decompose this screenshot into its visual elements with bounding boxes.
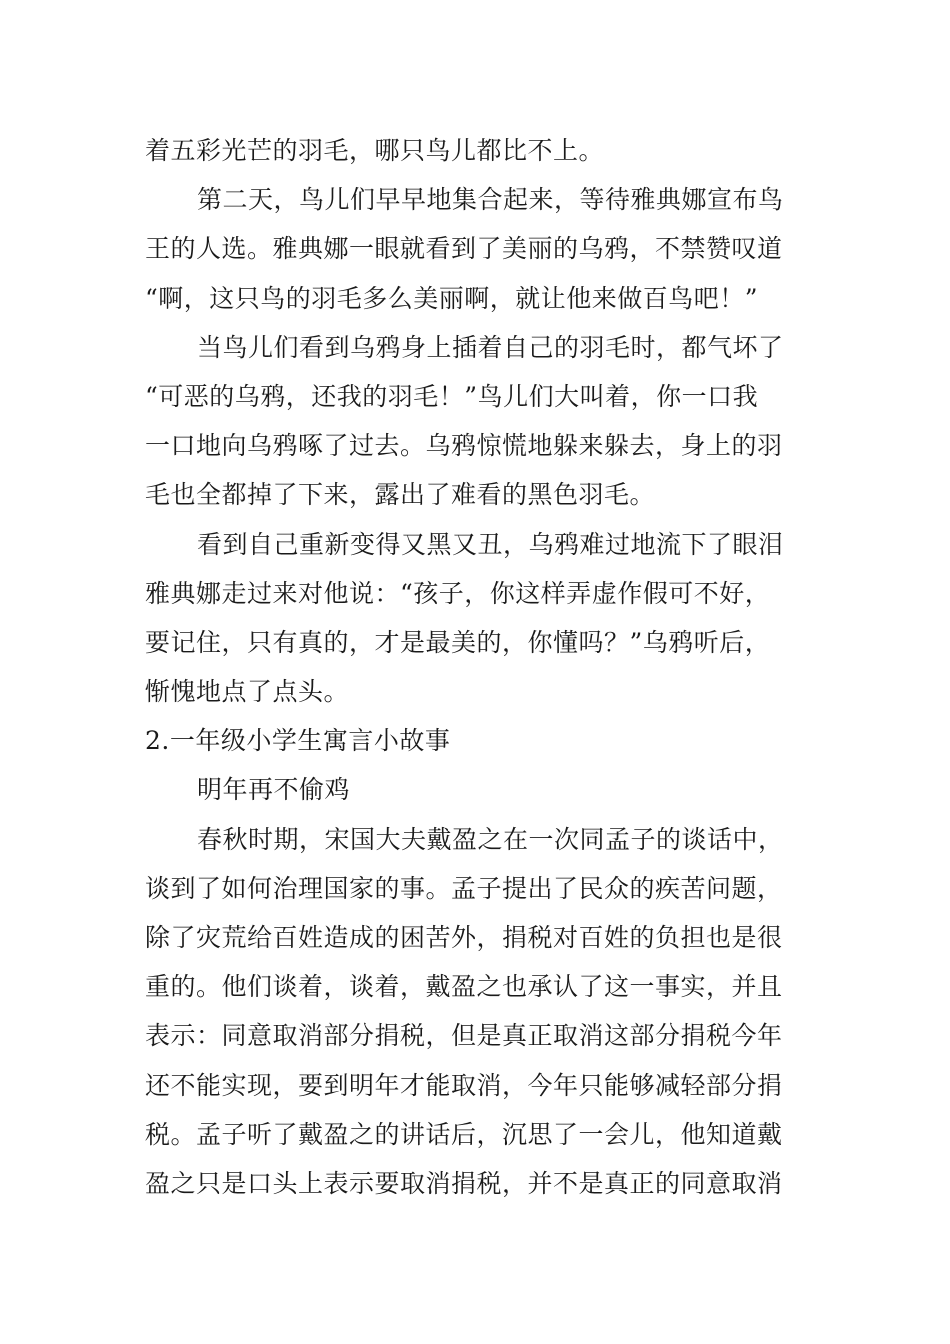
document-page xyxy=(145,126,810,1208)
text-line: “可恶的乌鸦，还我的羽毛！”鸟儿们大叫着，你一口我 xyxy=(145,381,759,411)
text-line: 一口地向乌鸦啄了过去。乌鸦惊慌地躲来躲去，身上的羽 xyxy=(145,431,783,461)
text-line: 毛也全都掉了下来，露出了难看的黑色羽毛。 xyxy=(145,480,656,510)
story-title: 明年再不偷鸡 xyxy=(197,775,351,805)
text-line: 当鸟儿们看到乌鸦身上插着自己的羽毛时，都气坏了 xyxy=(197,332,784,362)
text-line: 谈到了如何治理国家的事。孟子提出了民众的疾苦问题， xyxy=(145,873,783,903)
text-line: 盈之只是口头上表示要取消捐税，并不是真正的同意取消 xyxy=(145,1168,783,1198)
text-line: 看到自己重新变得又黑又丑，乌鸦难过地流下了眼泪 xyxy=(197,529,784,559)
text-line: 着五彩光芒的羽毛，哪只鸟儿都比不上。 xyxy=(145,136,605,165)
text-line: 表示：同意取消部分捐税，但是真正取消这部分捐税今年 xyxy=(145,1021,783,1051)
text-line: 王的人选。雅典娜一眼就看到了美丽的乌鸦，不禁赞叹道 xyxy=(145,234,783,264)
text-line: 惭愧地点了点头。 xyxy=(145,677,350,707)
text-line: 第二天，鸟儿们早早地集合起来，等待雅典娜宣布鸟 xyxy=(197,185,784,215)
text-line: 春秋时期，宋国大夫戴盈之在一次同孟子的谈话中， xyxy=(197,824,784,854)
text-line: 重的。他们谈着，谈着，戴盈之也承认了这一事实，并且 xyxy=(145,972,783,1002)
text-line: 除了灾荒给百姓造成的困苦外，捐税对百姓的负担也是很 xyxy=(145,923,783,952)
section-heading: 2.一年级小学生寓言小故事 xyxy=(145,726,451,756)
text-line: 要记住，只有真的，才是最美的，你懂吗？”乌鸦听后， xyxy=(145,627,771,657)
text-line: 税。孟子听了戴盈之的讲话后，沉思了一会儿，他知道戴 xyxy=(145,1119,783,1149)
text-line: 还不能实现，要到明年才能取消，今年只能够减轻部分捐 xyxy=(145,1070,783,1100)
text-line: “啊，这只鸟的羽毛多么美丽啊，就让他来做百鸟吧！” xyxy=(145,283,759,313)
text-line: 雅典娜走过来对他说：“孩子，你这样弄虚作假可不好， xyxy=(145,578,771,608)
